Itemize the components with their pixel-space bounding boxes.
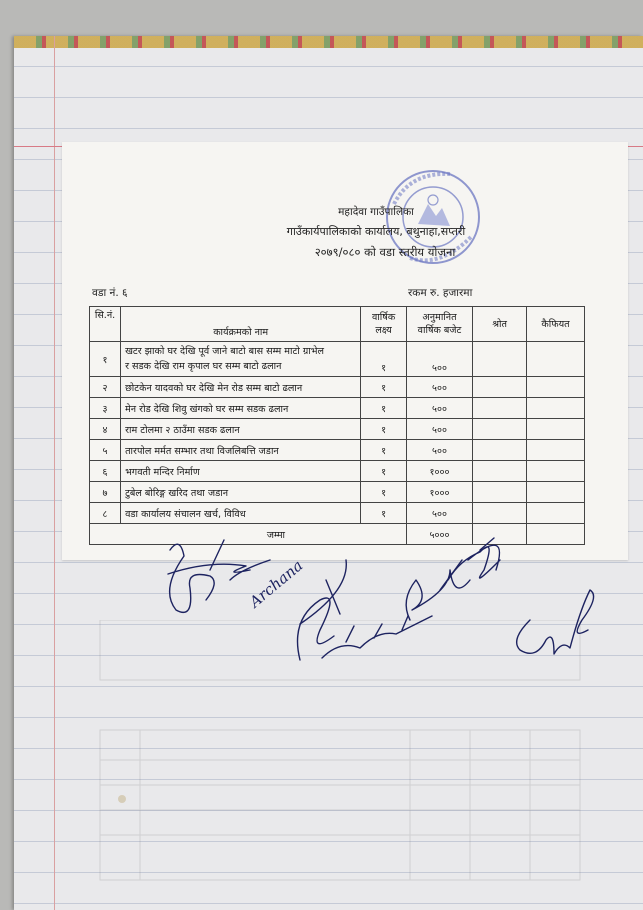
document-header: [62, 202, 628, 262]
row-source: [473, 419, 527, 440]
row-program-line1: खटर झाको घर देखि पूर्व जाने बाटो बास सम्म माटो ग्राभेल: [125, 346, 324, 357]
row-sn: २: [90, 377, 121, 398]
col-header-budget: अनुमानित वार्षिक बजेट: [406, 307, 472, 342]
row-source: [473, 503, 527, 524]
row-remarks: [526, 503, 584, 524]
row-remarks: [526, 398, 584, 419]
row-program-name: भगवती मन्दिर निर्माण: [121, 461, 361, 482]
paper-spot: [118, 795, 126, 803]
table-row: [90, 461, 585, 482]
row-target: १: [361, 377, 407, 398]
signatures-area: [150, 530, 620, 700]
row-target: १: [361, 440, 407, 461]
row-program-name: छोटकेन यादवको घर देखि मेन रोड सम्म बाटो ढलान: [121, 377, 361, 398]
notebook-margin-line: [54, 36, 55, 910]
row-budget: ५००: [406, 440, 472, 461]
row-target: १: [361, 419, 407, 440]
row-remarks: [526, 342, 584, 377]
signature-3-icon: [322, 616, 432, 658]
row-program-name: तारपोल मर्मत सम्भार तथा विजलिबत्ति जडान: [121, 440, 361, 461]
row-source: [473, 482, 527, 503]
row-program-name: मेन रोड देखि शिवु खंगको घर सम्म सडक ढलान: [121, 398, 361, 419]
row-remarks: [526, 377, 584, 398]
row-sn: ७: [90, 482, 121, 503]
amount-unit: रकम रु. हजारमा: [408, 287, 473, 299]
row-program-line2: र सडक देखि राम कृपाल घर सम्म बाटो ढलान: [125, 361, 282, 372]
row-sn: ५: [90, 440, 121, 461]
row-budget: ५००: [406, 342, 472, 377]
office-name: गाउँकार्यपालिकाको कार्यालय, बथुनाहा,सप्तरी: [286, 225, 466, 238]
row-budget: ५००: [406, 503, 472, 524]
row-sn: ८: [90, 503, 121, 524]
signature-6-icon: [517, 590, 594, 654]
row-source: [473, 377, 527, 398]
row-target: १: [361, 461, 407, 482]
row-program-name: राम टोलमा २ ठाउँमा सडक ढलान: [121, 419, 361, 440]
col-header-source: श्रोत: [473, 307, 527, 342]
total-label: जम्मा: [90, 524, 407, 545]
row-remarks: [526, 461, 584, 482]
col-header-program: कार्यक्रमको नाम: [121, 307, 361, 342]
row-budget: ५००: [406, 419, 472, 440]
row-budget: ५००: [406, 398, 472, 419]
signature-5-icon: [448, 538, 500, 580]
table-row: [90, 440, 585, 461]
row-source: [473, 440, 527, 461]
row-program-name: टुबेल बोरिङ्ग खरिद तथा जडान: [121, 482, 361, 503]
row-sn: ४: [90, 419, 121, 440]
col-header-sn: सि.नं.: [90, 307, 121, 342]
row-source: [473, 461, 527, 482]
table-header-row: [90, 307, 585, 342]
row-remarks: [526, 482, 584, 503]
signature-2-name: Archana: [246, 556, 307, 612]
row-program-name: [121, 342, 361, 377]
municipality-name: महादेवा गाउँपालिका: [338, 206, 414, 218]
row-target: १: [361, 342, 407, 377]
ward-number: वडा नं. ६: [92, 287, 128, 299]
table-row: [90, 503, 585, 524]
row-budget: १०००: [406, 482, 472, 503]
row-sn: १: [90, 342, 121, 377]
row-target: १: [361, 503, 407, 524]
col-header-target: वार्षिक लक्ष्य: [361, 307, 407, 342]
row-budget: १०००: [406, 461, 472, 482]
document-sheet: [62, 142, 628, 560]
signature-2-icon: [298, 560, 347, 660]
table-row: [90, 398, 585, 419]
notebook-binding-edge: [14, 36, 643, 48]
row-sn: ३: [90, 398, 121, 419]
row-budget: ५००: [406, 377, 472, 398]
row-sn: ६: [90, 461, 121, 482]
row-remarks: [526, 419, 584, 440]
row-program-name: वडा कार्यालय संचालन खर्च, विविध: [121, 503, 361, 524]
table-row: [90, 419, 585, 440]
row-target: १: [361, 398, 407, 419]
table-row: [90, 377, 585, 398]
total-value: ५०००: [406, 524, 472, 545]
plan-title: २०७९/०८० को वडा स्तरीय योजना: [314, 245, 456, 259]
row-remarks: [526, 440, 584, 461]
row-target: १: [361, 482, 407, 503]
plan-table: [89, 306, 585, 545]
row-source: [473, 342, 527, 377]
table-row: [90, 482, 585, 503]
col-header-remarks: कैफियत: [526, 307, 584, 342]
table-row: [90, 342, 585, 377]
signature-4-icon: [406, 560, 470, 620]
row-source: [473, 398, 527, 419]
